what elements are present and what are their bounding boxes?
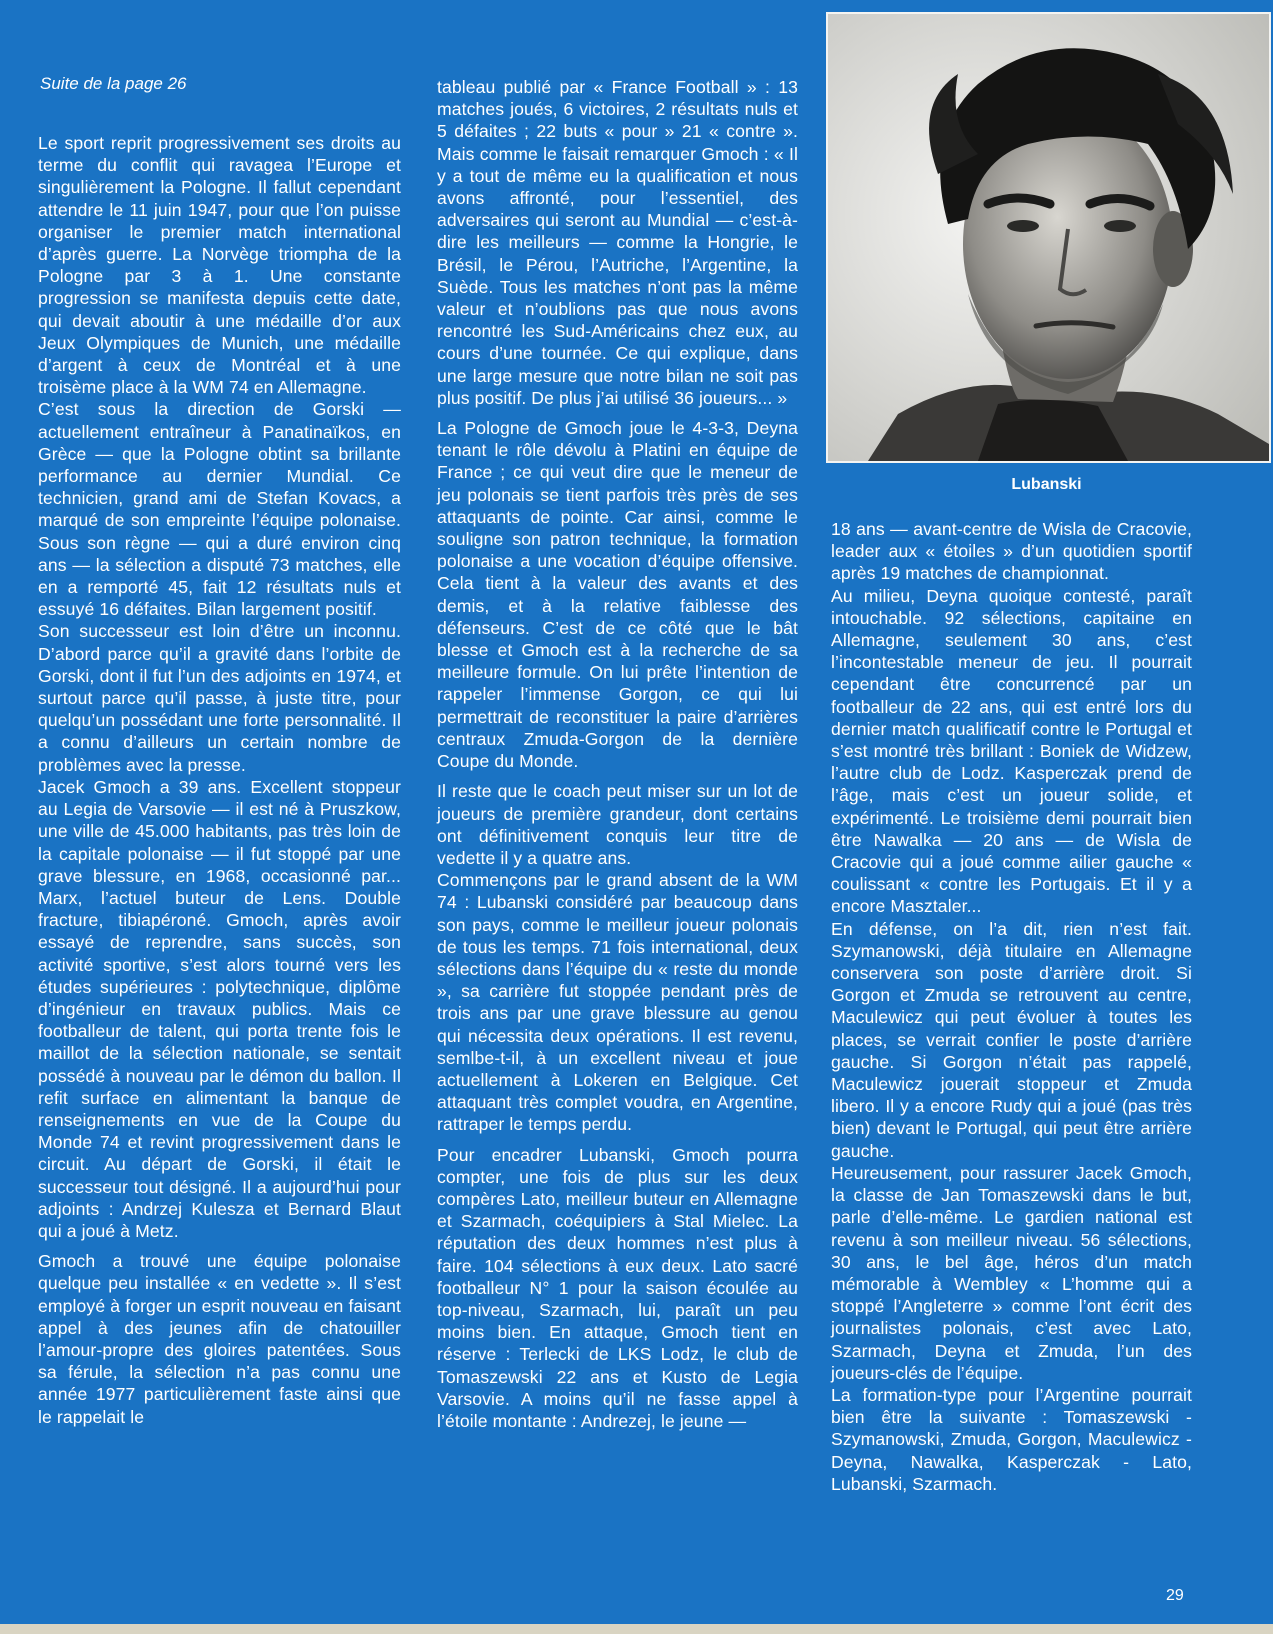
article-column-2 <box>437 76 798 1432</box>
paragraph: Commençons par le grand absent de la WM 74 : Lubanski considéré par beaucoup dans son pays, comme le meilleur joueur polonais de tous les temps. 71 fois international, deux sélections dans l’équipe du « reste du monde », sa carrière fut stoppée pendant près de trois ans par une grave blessure au genou qui nécessita deux opérations. Il est revenu, semlbe-t-il, à un excellent niveau et joue actuellement à Lokeren en Belgique. Cet attaquant très complet voudra, en Argentine, rattraper le temps perdu. <box>437 870 798 1135</box>
paragraph: En défense, on l’a dit, rien n’est fait. Szymanowski, déjà titulaire en Allemagne conservera son poste d’arrière droit. Si Gorgon et Zmuda se retrouvent au centre, Maculewicz qui peut évoluer à toutes les places, se verrait confier le poste d’arrière gauche. Si Gorgon n’était pas rappelé, Maculewicz jouerait stoppeur et Zmuda libero. Il y a encore Rudy qui a joué (pas très bien) devant le Portugal, qui peut être arrière gauche. <box>831 918 1192 1161</box>
paragraph: La formation-type pour l’Argentine pourrait bien être la suivante : Tomaszewski - Szymanowski, Zmuda, Gorgon, Maculewicz - Deyna, Nawalka, Kasperczak - Lato, Lubanski, Szarmach. <box>831 1384 1192 1494</box>
page-edge <box>0 1624 1273 1634</box>
paragraph: Le sport reprit progressivement ses droits au terme du conflit qui ravagea l’Europe et singulièrement la Pologne. Il fallut cependant attendre le 11 juin 1947, pour que l’on puisse organiser le premier match international d’après guerre. La Norvège triompha de la Pologne par 3 à 1. Une constante progression se manifesta depuis cette date, qui devait aboutir à une médaille d’or aux Jeux Olympiques de Munich, une médaille d’argent à ceux de Montréal et à une troisème place à la WM 74 en Allemagne. <box>38 133 401 398</box>
page-number: 29 <box>1166 1587 1184 1604</box>
article-column-3 <box>831 518 1192 1495</box>
paragraph: Jacek Gmoch a 39 ans. Excellent stoppeur au Legia de Varsovie — il est né à Pruszkow, une ville de 45.000 habitants, pas très loin de la capitale polonaise — il fut stoppé par une grave blessure, en 1968, occasionné par... Marx, l’actuel buteur de Lens. Double fracture, tibiapéroné. Gmoch, après avoir essayé de reprendre, sans succès, son activité sportive, s’est alors tourné vers les études supérieures : polytechnique, diplôme d’ingénieur en travaux publics. Mais ce footballeur de talent, qui porta trente fois le maillot de la sélection nationale, se sentait possédé à nouveau par le démon du ballon. Il refit surface en alimentant la banque de renseignements en vue de la Coupe du Monde 74 et revint progressivement dans le circuit. Au départ de Gorski, il était le successeur tout désigné. Il a aujourd’hui pour adjoints : Andrzej Kulesza et Bernard Blaut qui a joué à Metz. <box>38 776 401 1241</box>
photo-caption: Lubanski <box>1011 476 1082 493</box>
paragraph: 18 ans — avant-centre de Wisla de Cracovie, leader aux « étoiles » d’un quotidien sportif après 19 matches de championnat. <box>831 519 1192 584</box>
paragraph: tableau publié par « France Football » : 13 matches joués, 6 victoires, 2 résultats nuls et 5 défaites ; 22 buts « pour » 21 « contre ». Mais comme le faisait remarquer Gmoch : « Il y a tout de même eu la qualification et nous avons affronté, pour l’essentiel, des adversaires qui seront au Mundial — c’est-à-dire les meilleurs — comme la Hongrie, le Brésil, le Pérou, l’Autriche, l’Argentine, la Suède. Tous les matches n’ont pas la même valeur et n’oublions pas que nous avons rencontré les Sud-Américains chez eux, au cours d’une tournée. Ce qui explique, dans une large mesure que notre bilan ne soit pas plus positif. De plus j’ai utilisé 36 joueurs... » <box>437 77 798 408</box>
paragraph: La Pologne de Gmoch joue le 4-3-3, Deyna tenant le rôle dévolu à Platini en équipe de France ; ce qui veut dire que le meneur de jeu polonais se tient parfois très près de ses attaquants de pointe. Car ainsi, comme le souligne son patron technique, la formation polonaise a une vocation d’équipe offensive. Cela tient à la valeur des avants et des demis, et à la relative faiblesse des défenseurs. C’est de ce côté que le bât blesse et Gmoch est à la recherche de sa meilleure formule. On lui prête l’intention de rappeler l’immense Gorgon, ce qui lui permettrait de reconstituer la paire d’arrières centraux Zmuda-Gorgon de la dernière Coupe du Monde. <box>437 418 798 772</box>
player-photo <box>826 12 1271 463</box>
paragraph: Heureusement, pour rassurer Jacek Gmoch, la classe de Jan Tomaszewski dans le but, parle d’elle-même. Le gardien national est revenu à son meilleur niveau. 56 sélections, 30 ans, le bel âge, héros d’un match mémorable à Wembley « L’homme qui a stoppé l’Angleterre » comme l’ont écrit des journalistes polonais, c’est avec Lato, Szarmach, Deyna et Zmuda, l’un des joueurs-clés de l’équipe. <box>831 1162 1192 1383</box>
paragraph: Gmoch a trouvé une équipe polonaise quelque peu installée « en vedette ». Il s’est employé à forger un esprit nouveau en faisant appel à des jeunes afin de chatouiller l’amour-propre des gloires patentées. Sous sa férule, la sélection n’a pas connu une année 1977 particulièrement faste ainsi que le rappelait le <box>38 1251 401 1427</box>
paragraph: Il reste que le coach peut miser sur un lot de joueurs de première grandeur, dont certains ont définitivement conquis leur titre de vedette il y a quatre ans. <box>437 781 798 868</box>
paragraph: Au milieu, Deyna quoique contesté, paraît intouchable. 92 sélections, capitaine en Allemagne, seulement 30 ans, c’est l’incontestable meneur de jeu. Il pourrait cependant être concurrencé par un footballeur de 22 ans, qui est entré lors du dernier match qualificatif contre le Portugal et s’est montré très brillant : Boniek de Widzew, l’autre club de Lodz. Kasperczak prend de l’âge, mais c’est un joueur solide, et expérimenté. Le troisième demi pourrait bien être Nawalka — 20 ans — de Wisla de Cracovie qui a joué comme ailier gauche « coulissant « contre les Portugais. Et il y a encore Masztaler... <box>831 585 1192 917</box>
article-column-1 <box>38 132 401 1428</box>
continuation-note: Suite de la page 26 <box>40 74 187 93</box>
portrait-image <box>828 14 1269 461</box>
paragraph: Pour encadrer Lubanski, Gmoch pourra compter, une fois de plus sur les deux compères Lato, meilleur buteur en Allemagne et Szarmach, coéquipiers à Stal Mielec. La réputation des deux hommes n’est plus à faire. 104 sélections à eux deux. Lato sacré footballeur N° 1 pour la saison écoulée au top-niveau, Szarmach, lui, paraît un peu moins bien. En attaque, Gmoch tient en réserve : Terlecki de LKS Lodz, le club de Tomaszewski 22 ans et Kusto de Legia Varsovie. A moins qu’il ne fasse appel à l’étoile montante : Andrezej, le jeune — <box>437 1144 798 1431</box>
paragraph: C’est sous la direction de Gorski — actuellement entraîneur à Panatinaïkos, en Grèce — que la Pologne obtint sa brillante performance au dernier Mundial. Ce technicien, grand ami de Stefan Kovacs, a marqué de son empreinte l’équipe polonaise. Sous son règne — qui a duré environ cinq ans — la sélection a disputé 73 matches, elle en a remporté 45, fait 12 résultats nuls et essuyé 16 défaites. Bilan largement positif. <box>38 399 401 620</box>
paragraph: Son successeur est loin d’être un inconnu. D’abord parce qu’il a gravité dans l’orbite de Gorski, dont il fut l’un des adjoints en 1974, et surtout parce qu’il passe, à juste titre, pour quelqu’un possédant une forte personnalité. Il a connu d’ailleurs un certain nombre de problèmes avec la presse. <box>38 621 401 775</box>
